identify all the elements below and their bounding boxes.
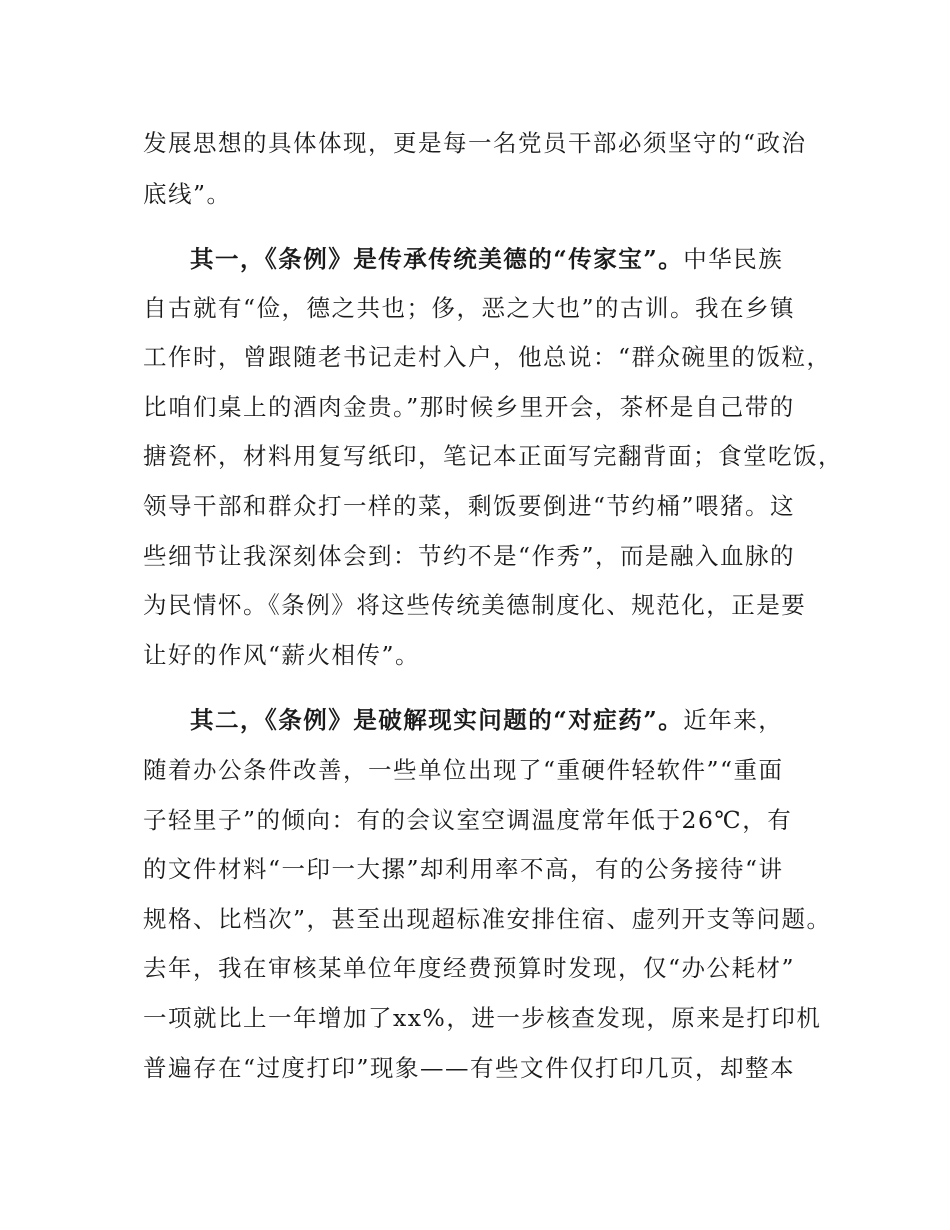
paragraph-two-line-5: 规格、比档次”，甚至出现超标准安排住宿、虚列开支等问题。 — [143, 905, 832, 933]
paragraph-two-line-2: 随着办公条件改善，一些单位出现了“重硬件轻软件”“重面 — [143, 756, 784, 784]
paragraph-two-first-line-rest: 近年来， — [683, 706, 784, 734]
intro-line-2: 底线”。 — [143, 180, 232, 208]
paragraph-one-line-8: 为民情怀。《条例》将这些传统美德制度化、规范化，正是要 — [143, 591, 807, 619]
paragraph-two-first-line — [190, 705, 890, 735]
paragraph-one-first-line — [190, 244, 890, 274]
paragraph-two-line-7: 一项就比上一年增加了xx%，进一步核查发现，原来是打印机 — [143, 1004, 822, 1032]
paragraph-two-line-8: 普遍存在“过度打印”现象——有些文件仅打印几页，却整本 — [143, 1054, 796, 1082]
paragraph-one-line-6: 领导干部和群众打一样的菜，剩饭要倒进“节约桶”喂猪。这 — [143, 492, 796, 520]
paragraph-one-lead: 其一，《条例》是传承传统美德的“传家宝”。 — [190, 245, 684, 273]
paragraph-one-line-3: 工作时，曾跟随老书记走村入户，他总说：“群众碗里的饭粒， — [143, 343, 832, 371]
paragraph-one-line-4: 比咱们桌上的酒肉金贵。”那时候乡里开会，茶杯是自己带的 — [143, 393, 795, 421]
paragraph-one-line-7: 些细节让我深刻体会到：节约不是“作秀”，而是融入血脉的 — [143, 542, 796, 570]
paragraph-two-line-4: 的文件材料“一印一大摞”却利用率不高，有的公务接待“讲 — [143, 855, 784, 883]
paragraph-two-lead: 其二，《条例》是破解现实问题的“对症药”。 — [190, 706, 684, 734]
paragraph-one-line-5: 搪瓷杯，材料用复写纸印，笔记本正面写完翻背面；食堂吃饭， — [143, 442, 843, 470]
paragraph-one-line-9: 让好的作风“薪火相传”。 — [143, 641, 421, 669]
paragraph-one-first-line-rest: 中华民族 — [683, 245, 784, 273]
intro-line-1: 发展思想的具体体现，更是每一名党员干部必须坚守的“政治 — [143, 129, 807, 157]
paragraph-two-line-3: 子轻里子”的倾向：有的会议室空调温度常年低于26℃，有 — [143, 806, 793, 834]
paragraph-two-line-6: 去年，我在审核某单位年度经费预算时发现，仅“办公耗材” — [143, 954, 796, 982]
paragraph-one-line-2: 自古就有“俭，德之共也；侈，恶之大也”的古训。我在乡镇 — [143, 294, 796, 322]
